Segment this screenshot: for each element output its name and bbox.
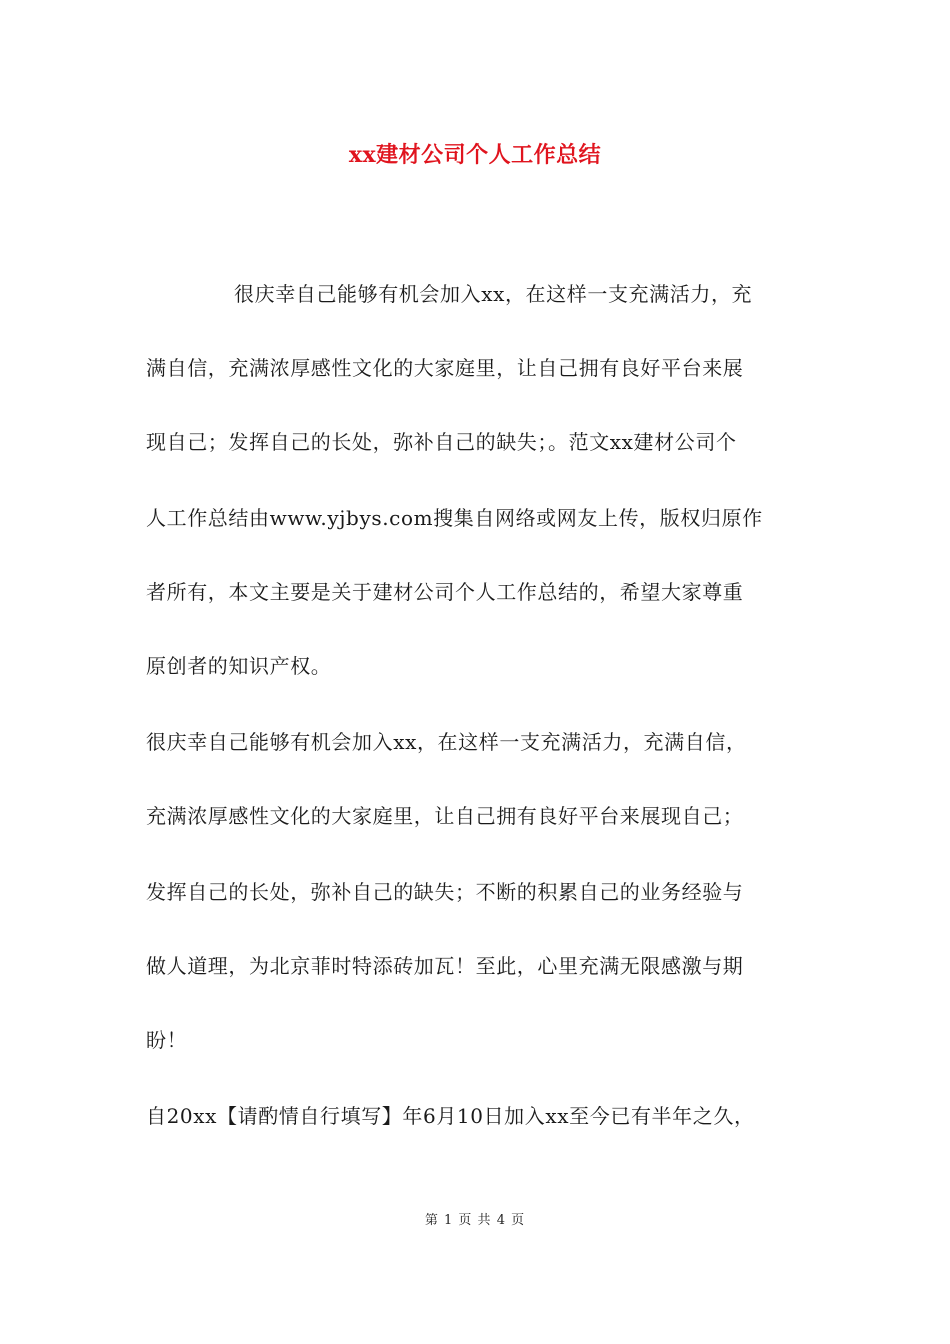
paragraph-line: 原创者的知识产权。 — [146, 654, 332, 678]
paragraph-line: 满自信，充满浓厚感性文化的大家庭里，让自己拥有良好平台来展 — [146, 356, 744, 380]
paragraph-line: 盼！ — [146, 1028, 188, 1052]
paragraph-line: 充满浓厚感性文化的大家庭里，让自己拥有良好平台来展现自己； — [146, 804, 744, 828]
page-footer: 第 1 页 共 4 页 — [424, 1213, 526, 1228]
paragraph-line: 很庆幸自己能够有机会加入xx，在这样一支充满活力，充 — [234, 282, 753, 306]
paragraph-line: 自20xx【请酌情自行填写】年6月10日加入xx至今已有半年之久， — [146, 1104, 755, 1128]
page-title: xx建材公司个人工作总结 — [348, 142, 602, 168]
paragraph-line: 人工作总结由www.yjbys.com搜集自网络或网友上传，版权归原作 — [146, 506, 763, 530]
paragraph-line: 发挥自己的长处，弥补自己的缺失；不断的积累自己的业务经验与 — [146, 880, 744, 904]
paragraph-line: 做人道理，为北京菲时特添砖加瓦！至此，心里充满无限感激与期 — [146, 954, 744, 978]
paragraph-line: 者所有，本文主要是关于建材公司个人工作总结的，希望大家尊重 — [146, 580, 744, 604]
paragraph-line: 很庆幸自己能够有机会加入xx，在这样一支充满活力，充满自信， — [146, 730, 747, 754]
paragraph-line: 现自己；发挥自己的长处，弥补自己的缺失；。范文xx建材公司个 — [146, 430, 737, 454]
